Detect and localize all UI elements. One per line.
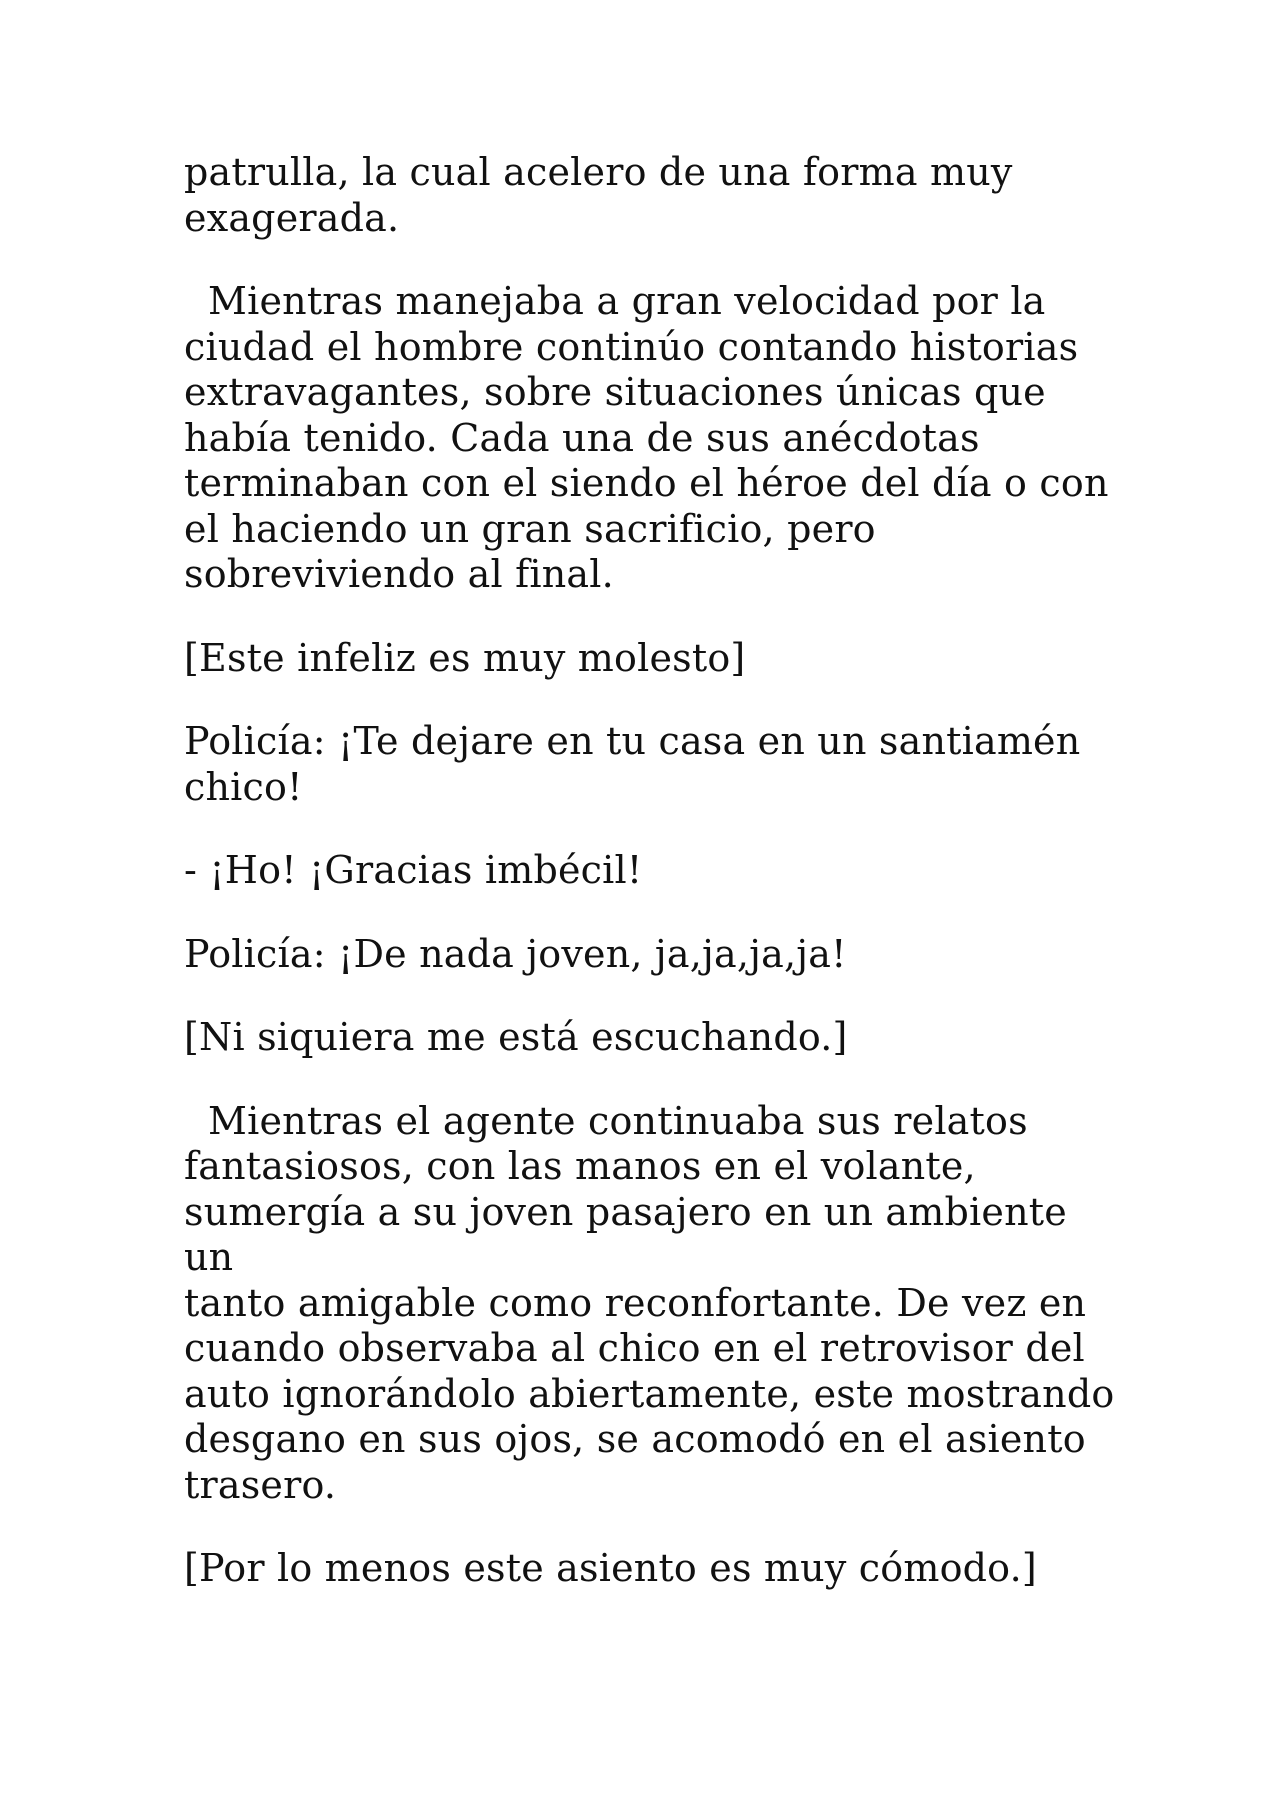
body-text	[184, 150, 1124, 1630]
paragraph: [Este infeliz es muy molesto]	[184, 635, 746, 680]
paragraph: Mientras manejaba a gran velocidad por la ciudad el hombre continúo contando historias extravagantes, sobre situaciones únicas que había tenido. Cada una de sus anécdotas terminaban con el siendo el héroe del día o con el haciendo un gran sacrificio, pero sobreviviendo al final.	[184, 279, 1109, 596]
paragraph: Policía: ¡Te dejare en tu casa en un santiamén chico!	[184, 719, 1081, 809]
paragraph: Policía: ¡De nada joven, ja,ja,ja,ja!	[184, 931, 847, 976]
paragraph: - ¡Ho! ¡Gracias imbécil!	[184, 848, 643, 892]
paragraph: [Por lo menos este asiento es muy cómodo.]	[184, 1546, 1037, 1590]
paragraph: Mientras el agente continuaba sus relatos fantasiosos, con las manos en el volante, sumergía a su joven pasajero en un ambiente un tanto amigable como reconfortante. De vez en cuando observaba al chico en el retrovisor del auto ignorándolo abiertamente, este mostrando desgano en sus ojos, se acomodó en el asiento trasero.	[184, 1098, 1115, 1507]
paragraph: [Ni siquiera me está escuchando.]	[184, 1015, 848, 1059]
paragraph: patrulla, la cual acelero de una forma muy exagerada.	[184, 150, 1013, 240]
